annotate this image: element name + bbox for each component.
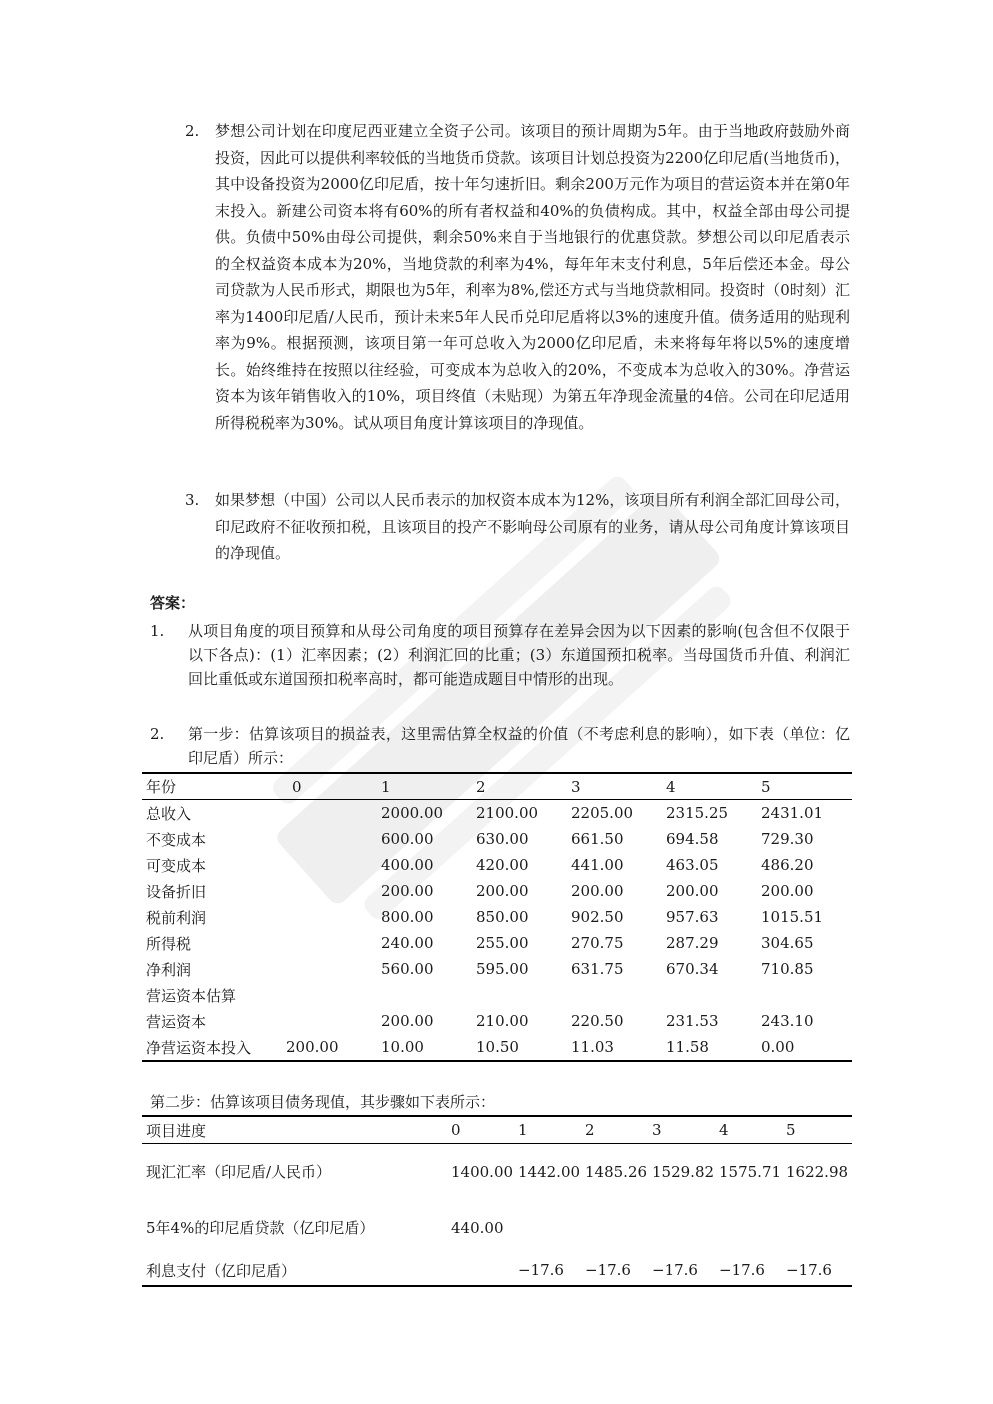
table-cell [282,878,377,904]
table-cell [282,826,377,852]
table-cell: −17.6 [652,1261,698,1279]
table-cell [282,1008,377,1034]
table-cell: −17.6 [585,1261,631,1279]
table-row [142,1034,852,1061]
table-cell: 631.75 [571,960,624,978]
table-cell: 200.00 [381,1012,434,1030]
table-cell [282,904,377,930]
table-cell: 2315.25 [666,804,729,822]
table-cell: 220.50 [571,1012,624,1030]
table-cell: 2100.00 [476,804,539,822]
table-header-cell: 1 [514,1116,581,1144]
table-cell: 661.50 [571,830,624,848]
answer-text: 第一步：估算该项目的损益表，这里需估算全权益的价值（不考虑利息的影响），如下表（单位：亿印尼盾）所示： [188,725,850,767]
table-cell [282,956,377,982]
table-cell: 710.85 [761,960,814,978]
table-cell: 240.00 [381,934,434,952]
table-cell: 957.63 [666,908,719,926]
table-header-row [142,1116,852,1144]
table-cell: 400.00 [381,856,434,874]
table-cell: 1622.98 [786,1162,849,1181]
table-cell: −17.6 [518,1261,564,1279]
table-header-cell: 0 [447,1116,514,1144]
table-cell: 1442.00 [518,1162,581,1181]
table-cell: 1529.82 [652,1162,715,1181]
table-cell: 税前利润 [146,908,207,927]
table-cell: 不变成本 [146,830,207,849]
question-text: 如果梦想（中国）公司以人民币表示的加权资本成本为12%，该项目所有利润全部汇回母公司，印尼政府不征收预扣税，且该项目的投产不影响母公司原有的业务，请从母公司角度计算该项目的净现值。 [215,491,850,562]
table-cell: 营运资本估算 [146,986,237,1005]
table-cell: 200.00 [286,1038,339,1056]
question-number: 3. [185,491,200,509]
table-cell: 670.34 [666,960,719,978]
table-cell [447,1256,514,1286]
question-text: 梦想公司计划在印度尼西亚建立全资子公司。该项目的预计周期为5年。由于当地政府鼓励外商投资，因此可以提供利率较低的当地货币贷款。该项目计划总投资为2200亿印尼盾(当地货币)，其中设备投资为2000亿印尼盾，按十年匀速折旧。剩余200万元作为项目的营运资本并在第0年末投入。新建公司资本将有60%的所有者权益和40%的负债构成。其中，权益全部由母公司提供。负债中50%由母公司提供，剩余50%来自于当地银行的优惠贷款。梦想公司以印尼盾表示的全权益资本成本为20%，当地贷款的利率为4%，每年年末支付利息，5年后偿还本金。母公司贷款为人民币形式，期限也为5年，利率为8%,偿还方式与当地贷款相同。投资时（0时刻）汇率为1400印尼盾/人民币，预计未来5年人民币兑印尼盾将以3%的速度升值。债务适用的贴现利率为9%。根据预测，该项目第一年可总收入为2000亿印尼盾，未来将每年将以5%的速度增长。始终维持在按照以往经验，可变成本为总收入的20%，不变成本为总收入的30%。净营运资本为该年销售收入的10%，项目终值（未贴现）为第五年净现金流量的4倍。公司在印尼适用所得税税率为30%。试从项目角度计算该项目的净现值。 [215,122,850,432]
table-cell [282,852,377,878]
table-cell: 200.00 [571,882,624,900]
table-header-cell: 5 [757,773,852,800]
table-row [142,826,852,852]
table-cell [757,982,852,1008]
answer-number: 1. [150,622,165,640]
table-header-cell: 4 [715,1116,782,1144]
table-cell: 营运资本 [146,1012,207,1031]
question-number: 2. [185,122,200,140]
table-cell: 729.30 [761,830,814,848]
table-cell: 200.00 [761,882,814,900]
table-cell: 210.00 [476,1012,529,1030]
table-cell: 200.00 [476,882,529,900]
table-cell: 287.29 [666,934,719,952]
table-cell [715,1200,782,1256]
table-cell: 304.65 [761,934,814,952]
table-cell: 11.58 [666,1038,709,1056]
table-cell: 255.00 [476,934,529,952]
table-header-cell: 2 [472,773,567,800]
table-cell: 420.00 [476,856,529,874]
answer-1 [150,619,850,691]
table-cell: 设备折旧 [146,882,207,901]
table-cell: 净利润 [146,960,192,979]
table-cell: 11.03 [571,1038,614,1056]
table-cell [567,982,662,1008]
table-cell: 5年4%的印尼盾贷款（亿印尼盾） [146,1219,375,1237]
table-cell: 0.00 [761,1038,795,1056]
table-row [142,1008,852,1034]
table-cell: 486.20 [761,856,814,874]
table-cell: 1400.00 [451,1162,514,1181]
table-header-cell: 项目进度 [142,1116,447,1144]
table-header-cell: 0 [282,773,377,800]
table-header-cell: 3 [567,773,662,800]
table-cell: 利息支付（亿印尼盾） [146,1261,297,1280]
table-cell [514,1200,581,1256]
table-cell: 463.05 [666,856,719,874]
table-row [142,878,852,904]
table-cell: −17.6 [786,1261,832,1279]
table-cell: 440.00 [451,1218,504,1237]
table-cell: 1575.71 [719,1162,782,1181]
table-cell: 1015.51 [761,908,824,926]
table-cell: 200.00 [666,882,719,900]
table-cell: 可变成本 [146,856,207,875]
table-cell [472,982,567,1008]
table-header-cell: 4 [662,773,757,800]
table-cell: 595.00 [476,960,529,978]
table-header-cell: 1 [377,773,472,800]
table-cell [282,982,377,1008]
answer-text: 从项目角度的项目预算和从母公司角度的项目预算存在差异会因为以下因素的影响(包含但不仅限于以下各点)：(1）汇率因素；(2）利润汇回的比重；(3）东道国预扣税率。当母国货币升值、利润汇回比重低或东道国预扣税率高时，都可能造成题目中情形的出现。 [188,622,850,688]
table-row [142,1256,852,1286]
table-cell: 10.00 [381,1038,424,1056]
table-cell: −17.6 [719,1261,765,1279]
table-cell [782,1200,852,1256]
table-cell: 200.00 [381,882,434,900]
table-cell: 270.75 [571,934,624,952]
table-row [142,904,852,930]
table-cell: 243.10 [761,1012,814,1030]
table-header-cell: 2 [581,1116,648,1144]
table-cell [648,1200,715,1256]
table-header-cell: 年份 [142,773,282,800]
table-row [142,956,852,982]
table-cell: 441.00 [571,856,624,874]
table-cell: 2000.00 [381,804,444,822]
table-row [142,1200,852,1256]
table-cell: 1485.26 [585,1162,648,1181]
question-2 [185,118,850,436]
table-cell: 231.53 [666,1012,719,1030]
table-cell: 630.00 [476,830,529,848]
table-row [142,800,852,827]
debt-valuation-table [142,1115,852,1287]
step2-text: 第二步：估算该项目债务现值，其步骤如下表所示： [150,1093,496,1111]
answers-heading: 答案： [150,594,196,612]
table-cell [282,930,377,956]
table-cell: 560.00 [381,960,434,978]
table-cell: 所得税 [146,934,192,953]
table-header-row [142,773,852,800]
table-cell: 600.00 [381,830,434,848]
table-row [142,982,852,1008]
table-cell: 10.50 [476,1038,519,1056]
table-row [142,930,852,956]
table-cell [377,982,472,1008]
answer-2 [150,722,850,770]
table-cell [662,982,757,1008]
table-cell: 总收入 [146,804,192,823]
table-row [142,1144,852,1200]
table-cell: 902.50 [571,908,624,926]
table-cell: 现汇汇率（印尼盾/人民币） [146,1163,332,1182]
answer-number: 2. [150,725,165,743]
table-header-cell: 5 [782,1116,852,1144]
table-cell: 净营运资本投入 [146,1038,252,1057]
table-cell [581,1200,648,1256]
table-cell: 2431.01 [761,804,824,822]
table-cell [282,800,377,827]
table-row [142,852,852,878]
question-3 [185,487,850,567]
table-cell: 800.00 [381,908,434,926]
table-header-cell: 3 [648,1116,715,1144]
income-statement-table [142,772,852,1062]
table-cell: 694.58 [666,830,719,848]
table-cell: 2205.00 [571,804,634,822]
table-cell: 850.00 [476,908,529,926]
